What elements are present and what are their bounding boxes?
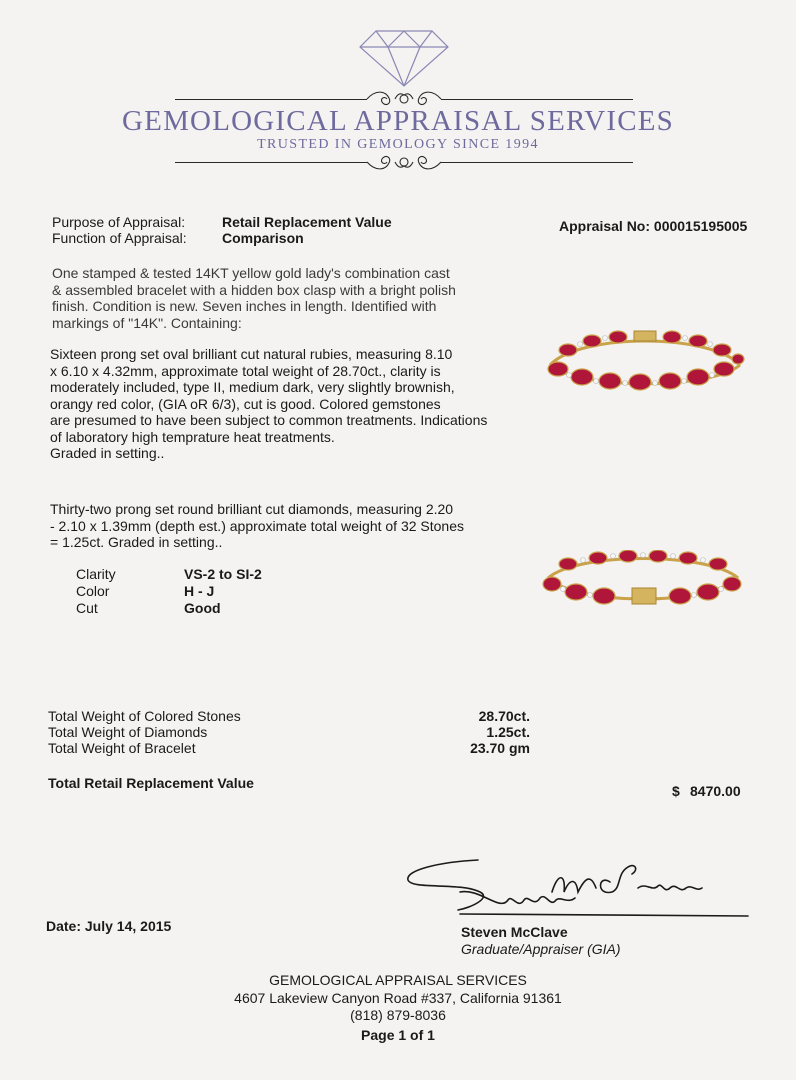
item-description xyxy=(52,265,512,331)
description-line: markings of "14K". Containing: xyxy=(52,314,242,331)
appraisal-number: Appraisal No: 000015195005 xyxy=(559,218,748,234)
appraisal-date: Date: July 14, 2015 xyxy=(46,918,172,934)
total-diamonds-label: Total Weight of Diamonds xyxy=(48,724,208,740)
bracelet-photo-top xyxy=(540,325,750,395)
flourish-bottom-icon xyxy=(365,151,443,173)
description-line: & assembled bracelet with a hidden box clasp with a bright polish xyxy=(52,281,456,298)
total-bracelet-label: Total Weight of Bracelet xyxy=(48,740,196,756)
company-name: GEMOLOGICAL APPRAISAL SERVICES xyxy=(122,105,674,137)
header-rule-bottom-left xyxy=(175,162,367,163)
ruby-line: x 6.10 x 4.32mm, approximate total weight of 28.70ct., clarity is xyxy=(50,362,441,379)
diamond-description xyxy=(50,501,520,551)
appraiser-name: Steven McClave xyxy=(461,924,568,940)
function-value: Comparison xyxy=(222,230,304,246)
description-line: finish. Condition is new. Seven inches in length. Identified with xyxy=(52,298,437,314)
ruby-line: moderately included, type II, medium dark, very slightly brownish, xyxy=(50,379,455,395)
grade-color-label: Color xyxy=(76,583,110,599)
diamond-line: Thirty-two prong set round brilliant cut diamonds, measuring 2.20 xyxy=(50,501,454,517)
grade-clarity-value: VS-2 to SI-2 xyxy=(184,566,262,582)
retail-value-label: Total Retail Replacement Value xyxy=(48,775,254,791)
grade-clarity-label: Clarity xyxy=(76,566,116,582)
ruby-line: Graded in setting.. xyxy=(50,445,165,461)
company-tagline: TRUSTED IN GEMOLOGY SINCE 1994 xyxy=(257,137,539,152)
bracelet-photo-bottom xyxy=(538,550,748,612)
grade-cut-value: Good xyxy=(184,600,221,616)
header-rule-top-right xyxy=(441,99,633,100)
footer-phone: (818) 879-8036 xyxy=(350,1007,446,1023)
purpose-value: Retail Replacement Value xyxy=(222,214,392,230)
description-line: One stamped & tested 14KT yellow gold lady's combination cast xyxy=(52,265,450,281)
diamond-line: - 2.10 x 1.39mm (depth est.) approximate total weight of 32 Stones xyxy=(50,517,464,534)
diamond-line: = 1.25ct. Graded in setting.. xyxy=(50,534,223,550)
purpose-label: Purpose of Appraisal: xyxy=(52,214,186,230)
total-diamonds-value: 1.25ct. xyxy=(486,724,530,740)
footer-company: GEMOLOGICAL APPRAISAL SERVICES xyxy=(269,972,527,988)
ruby-line: are presumed to have been subject to common treatments. Indications xyxy=(50,412,488,428)
diamond-logo-icon xyxy=(358,28,450,88)
ruby-line: orangy red color, (GIA oR 6/3), cut is good. Colored gemstones xyxy=(50,395,441,412)
ruby-line: Sixteen prong set oval brilliant cut natural rubies, measuring 8.10 xyxy=(50,346,453,362)
function-label: Function of Appraisal: xyxy=(52,230,187,246)
retail-amount: 8470.00 xyxy=(690,783,741,799)
retail-currency: $ xyxy=(672,783,680,799)
ruby-description xyxy=(50,346,520,462)
header-rule-bottom-right xyxy=(441,162,633,163)
grade-color-value: H - J xyxy=(184,583,215,599)
ruby-line: of laboratory high temprature heat treatments. xyxy=(50,428,335,445)
total-bracelet-value: 23.70 gm xyxy=(470,740,530,756)
appraiser-title: Graduate/Appraiser (GIA) xyxy=(461,941,621,957)
appraiser-signature xyxy=(400,852,750,922)
page-number: Page 1 of 1 xyxy=(361,1027,435,1043)
total-colored-stones-label: Total Weight of Colored Stones xyxy=(48,708,241,724)
grade-cut-label: Cut xyxy=(76,600,98,616)
logo xyxy=(0,0,796,175)
footer-address: 4607 Lakeview Canyon Road #337, California 91361 xyxy=(234,990,562,1006)
header-rule-top-left xyxy=(175,99,367,100)
total-colored-stones-value: 28.70ct. xyxy=(478,708,530,724)
